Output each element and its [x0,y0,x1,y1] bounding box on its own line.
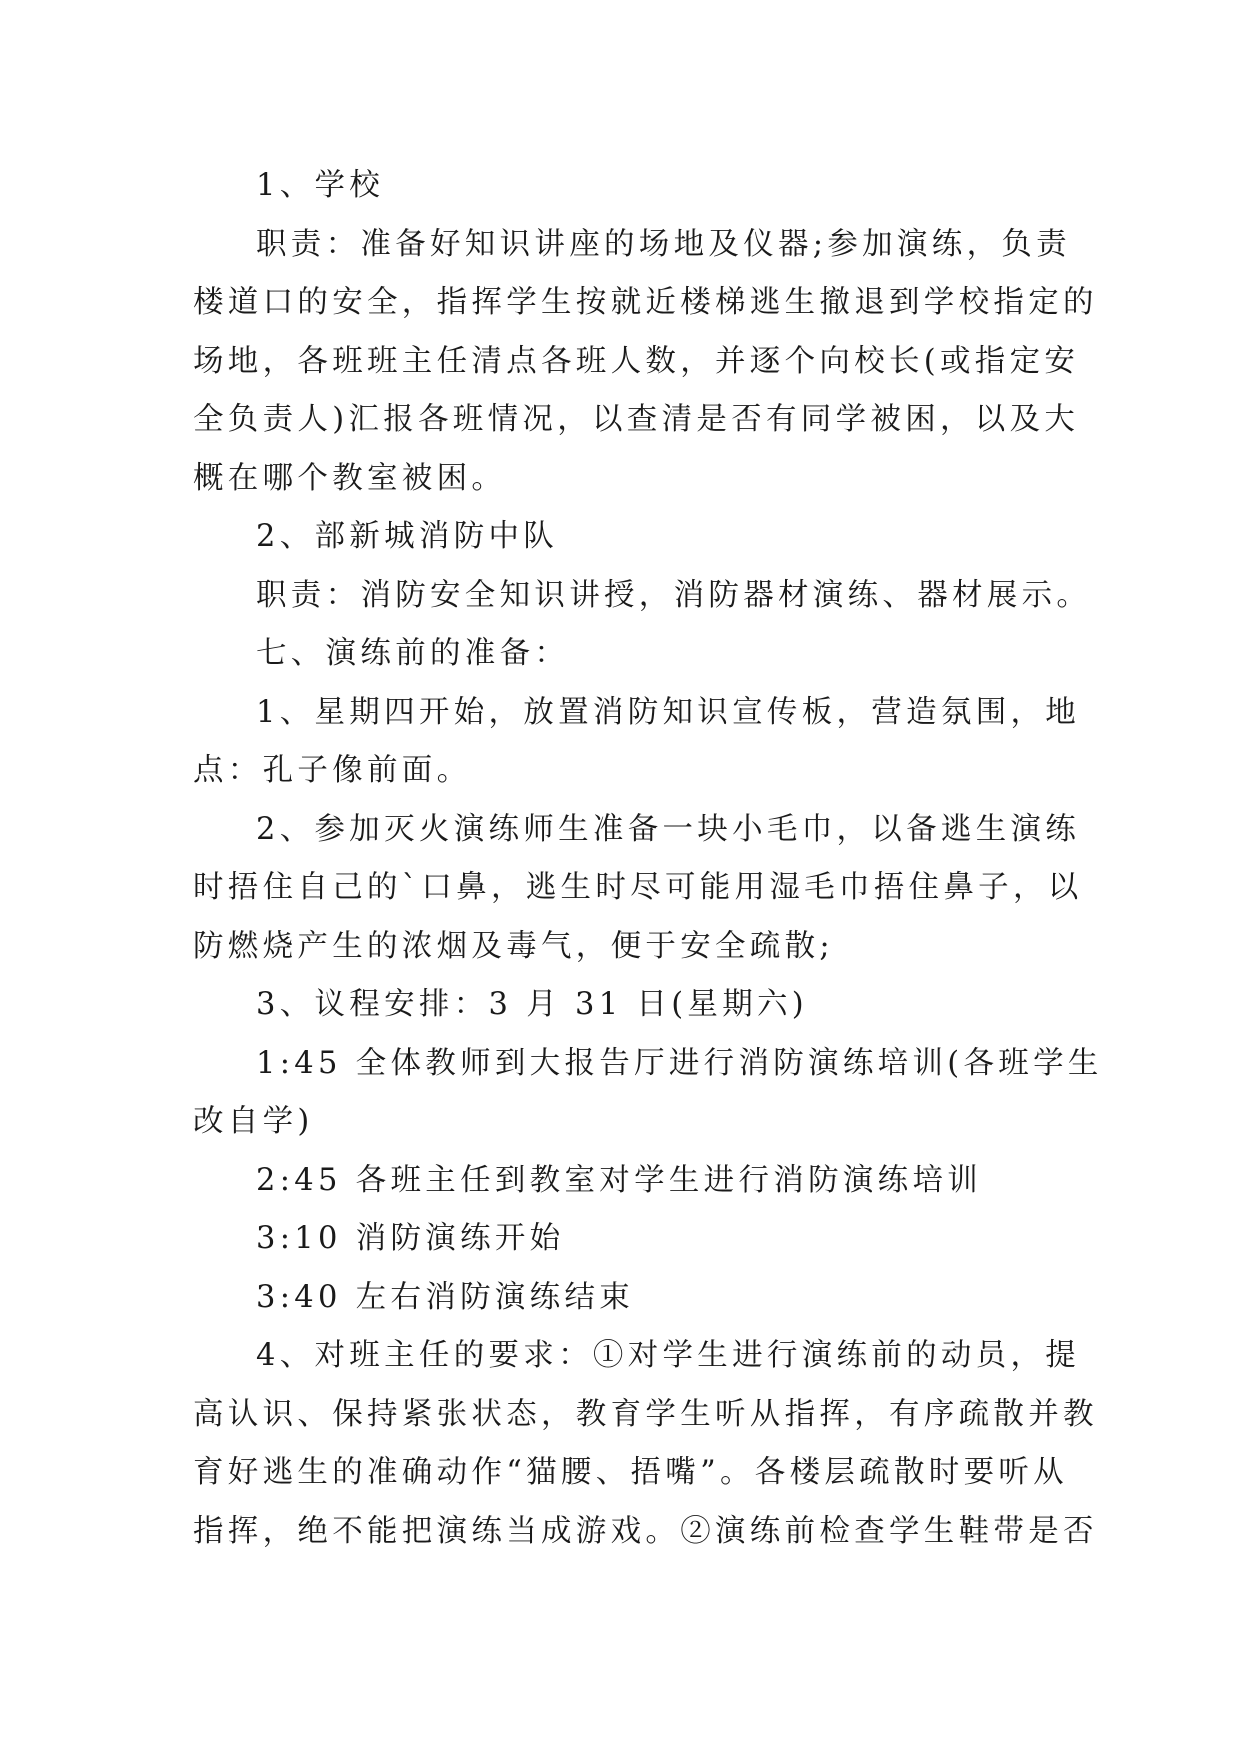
paragraph-teacher-requirements [193,1327,1098,1561]
paragraph-agenda-heading [193,976,1053,1035]
text-line: 点：孔子像前面。 [193,753,472,788]
text-line: 七、演练前的准备： [256,636,570,671]
heading-school [193,157,1053,216]
text-line: 指挥，绝不能把演练当成游戏。②演练前检查学生鞋带是否 [193,1513,1098,1549]
text-line: 场地，各班班主任清点各班人数，并逐个向校长(或指定安 [193,343,1080,379]
text-line: 概在哪个教室被困。 [193,460,507,496]
text-line: 高认识、保持紧张状态，教育学生听从指挥，有序疏散并教 [193,1396,1098,1432]
text-line: 2:45 各班主任到教室对学生进行消防演练培训 [256,1162,983,1198]
text-line: 楼道口的安全，指挥学生按就近楼梯逃生撤退到学校指定的 [193,285,1098,320]
text-line: 防燃烧产生的浓烟及毒气，便于安全疏散; [193,928,834,964]
heading-preparation [193,625,1053,684]
paragraph-prep-1 [193,684,1081,801]
document-body [193,157,1103,1561]
text-line: 1、星期四开始，放置消防知识宣传板，营造氛围，地 [256,694,1081,730]
text-line: 全负责人)汇报各班情况，以查清是否有同学被困，以及大 [193,402,1080,437]
text-line: 2、部新城消防中队 [256,519,559,554]
text-line: 育好逃生的准确动作“猫腰、捂嘴”。各楼层疏散时要听从 [193,1455,1068,1490]
paragraph-prep-2 [193,801,1083,977]
text-line: 改自学) [193,1104,314,1139]
agenda-item-2 [193,1152,1053,1211]
text-line: 时捂住自己的`口鼻，逃生时尽可能用湿毛巾捂住鼻子，以 [193,870,1083,905]
agenda-item-1 [193,1035,1103,1152]
text-line: 4、对班主任的要求：①对学生进行演练前的动员，提 [256,1338,1081,1373]
text-line: 3、议程安排：3 月 31 日(星期六) [256,987,809,1022]
heading-fire-brigade [193,508,1053,567]
text-line: 2、参加灭火演练师生准备一块小毛巾，以备逃生演练 [256,811,1081,847]
text-line: 1:45 全体教师到大报告厅进行消防演练培训(各班学生 [256,1045,1103,1081]
paragraph-school-duties [193,216,1098,509]
paragraph-fire-brigade-duties [193,567,1092,626]
text-line: 3:40 左右消防演练结束 [256,1279,635,1315]
text-line: 3:10 消防演练开始 [256,1221,565,1256]
text-line: 1、学校 [256,168,385,203]
agenda-item-4 [193,1269,1053,1328]
text-line: 职责：准备好知识讲座的场地及仪器;参加演练，负责 [256,226,1071,262]
text-line: 职责：消防安全知识讲授，消防器材演练、器材展示。 [256,577,1092,613]
agenda-item-3 [193,1210,1053,1269]
